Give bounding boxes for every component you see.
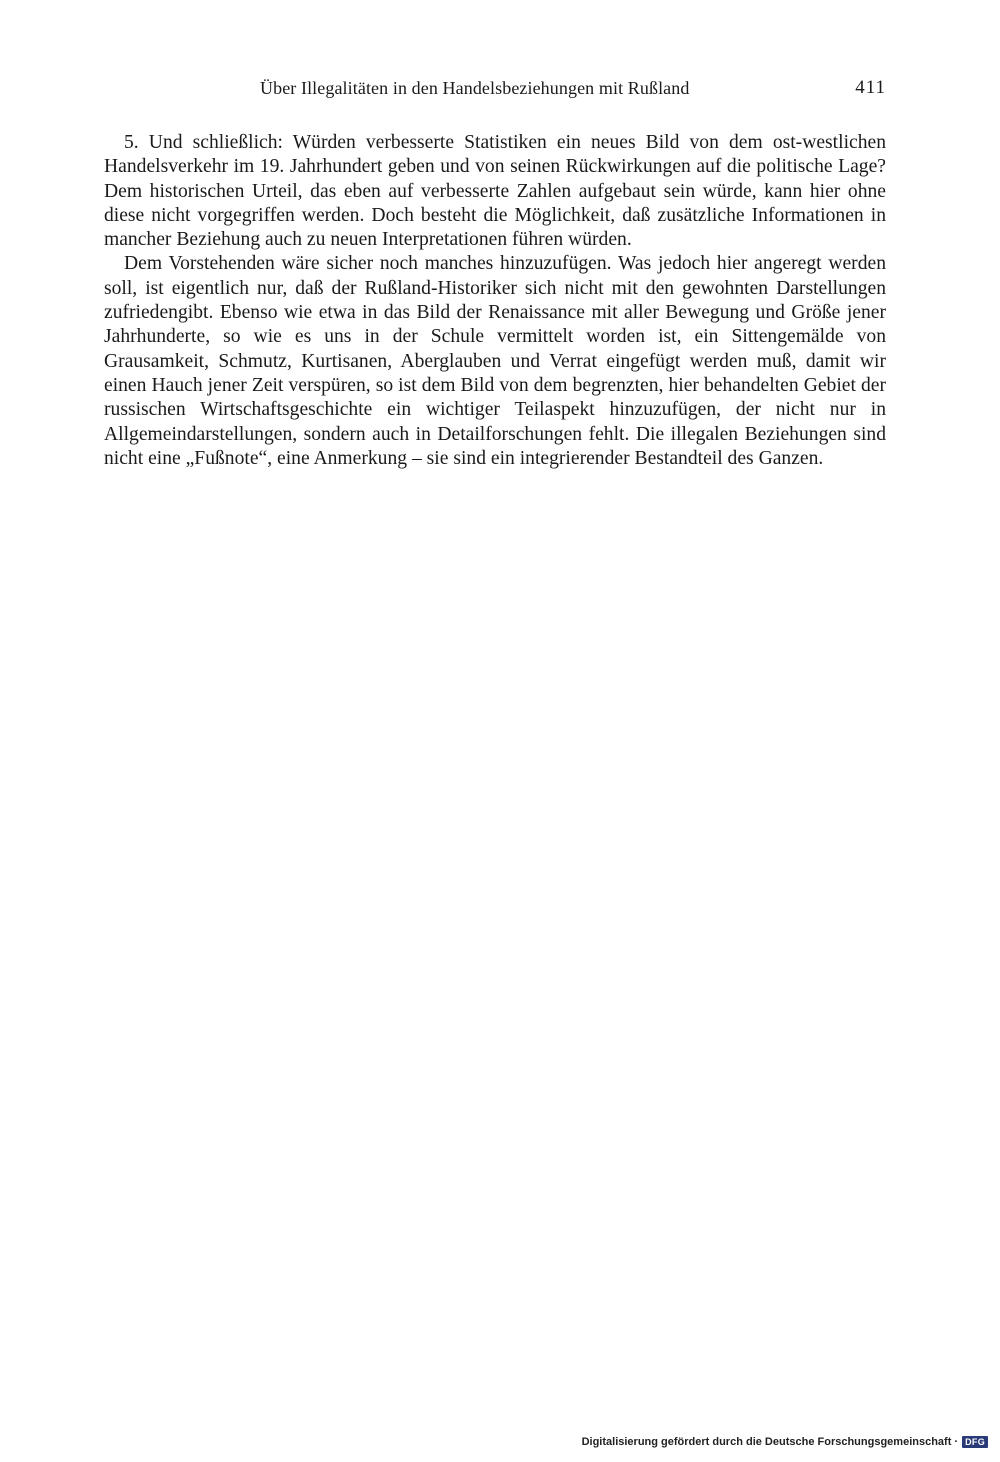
digitization-credit xyxy=(582,1436,988,1448)
paragraph-conclusion: Dem Vorstehenden wäre sicher noch manches hinzuzufügen. Was jedoch hier angeregt werden soll, ist eigentlich nur, daß der Rußland-Historiker sich nicht mit den gewohnten Darstellungen zufriedengibt. Ebenso wie etwa in das Bild der Renaissance mit aller Bewegung und Größe jener Jahrhunderte, so wie es uns in der Schule vermittelt worden ist, ein Sittengemälde von Grausamkeit, Schmutz, Kurtisanen, Aberglauben und Verrat eingefügt werden muß, damit wir einen Hauch jener Zeit verspüren, so ist dem Bild von dem begrenzten, hier behandelten Gebiet der russischen Wirtschaftsgeschichte ein wichtiger Teilaspekt hinzuzufügen, der nicht nur in Allgemeindarstellungen, sondern auch in Detailforschungen fehlt. Die illegalen Beziehungen sind nicht eine „Fußnote“, eine Anmerkung – sie sind ein integrierender Bestandteil des Ganzen. xyxy=(104,253,886,469)
dfg-logo: DFG xyxy=(962,1436,988,1448)
credit-text: Digitalisierung gefördert durch die Deutsche Forschungsgemeinschaft · xyxy=(581,1436,959,1448)
body-text xyxy=(104,131,886,471)
running-title: Über Illegalitäten in den Handelsbeziehungen mit Rußland xyxy=(260,78,690,98)
paragraph-statistics: 5. Und schließlich: Würden verbesserte Statistiken ein neues Bild von dem ost-westlichen Handelsverkehr im 19. Jahrhundert geben und von seinen Rückwirkungen auf die politische Lage? Dem historischen Urteil, das eben auf verbesserte Zahlen aufgebaut sein würde, kann hier ohne diese nicht vorgegriffen werden. Doch besteht die Möglichkeit, daß zusätzliche Informationen in mancher Beziehung auch zu neuen Interpretationen führen würden. xyxy=(104,132,886,251)
running-header xyxy=(104,78,886,104)
page-number: 411 xyxy=(855,77,886,98)
